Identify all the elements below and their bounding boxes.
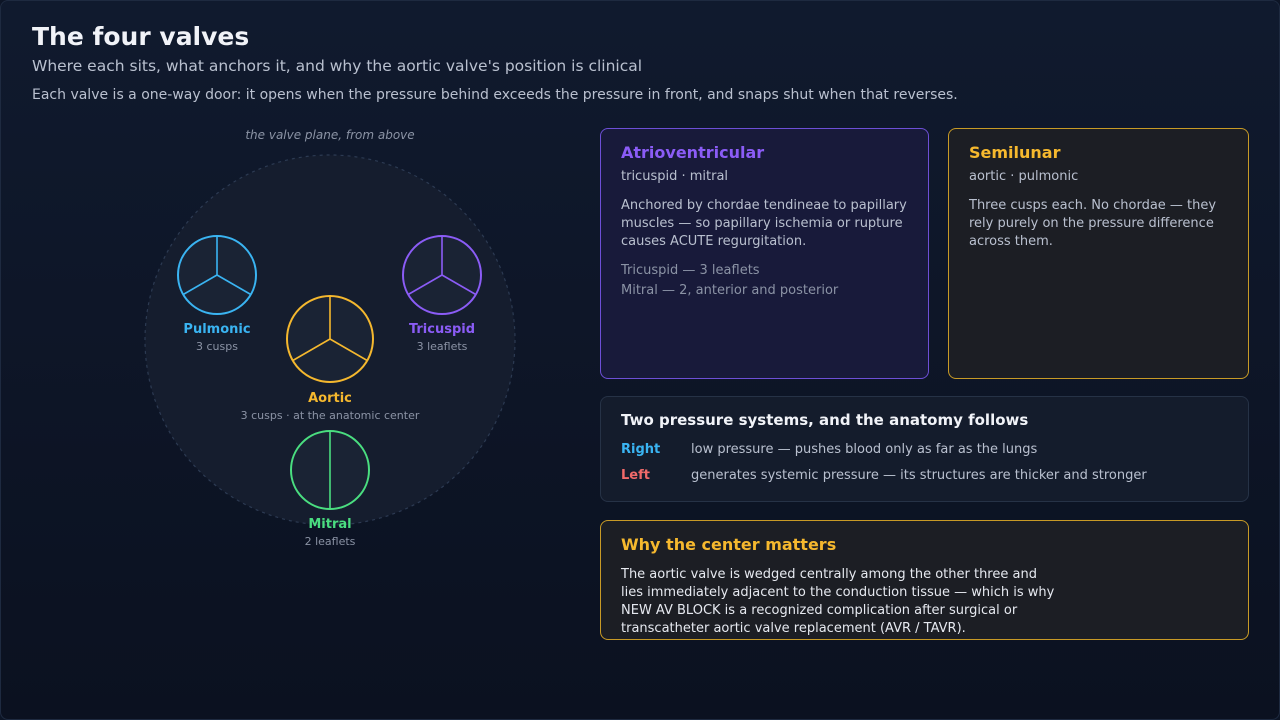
page-title: The four valves	[32, 22, 250, 51]
pulmonic-valve-icon	[178, 236, 256, 314]
valve-detail-mitral: 2 leaflets	[304, 535, 356, 548]
center-matters-body: The aortic valve is wedged centrally among the other three and lies immediately adjacent to the conduction tissue — which is why NEW AV BLOCK is a recognized complication after surgical or transcatheter aortic valve replacement (AVR / TAVR).	[621, 567, 1055, 636]
tricuspid-valve-icon	[403, 236, 481, 314]
valve-detail-pulmonic: 3 cusps	[196, 340, 238, 353]
semilunar-title: Semilunar	[969, 143, 1061, 162]
valve-detail-tricuspid: 3 leaflets	[416, 340, 468, 353]
right-side-text: low pressure — pushes blood only as far as the lungs	[691, 442, 1038, 457]
center-matters-card	[600, 520, 1249, 640]
diagram-caption: the valve plane, from above	[245, 128, 415, 142]
pressure-row-left	[621, 468, 1147, 483]
page-subtitle: Where each sits, what anchors it, and why the aortic valve's position is clinical	[32, 57, 643, 75]
left-side-text: generates systemic pressure — its structures are thicker and stronger	[691, 468, 1147, 483]
pressure-systems-title: Two pressure systems, and the anatomy follows	[621, 411, 1029, 429]
valve-label-aortic: Aortic	[308, 391, 352, 406]
atrioventricular-card	[600, 128, 929, 379]
valve-label-mitral: Mitral	[308, 517, 352, 532]
atrioventricular-members: tricuspid · mitral	[621, 169, 729, 184]
valve-label-tricuspid: Tricuspid	[408, 322, 476, 337]
semilunar-body: Three cusps each. No chordae — they rely purely on the pressure difference across them.	[969, 198, 1217, 249]
atrioventricular-title: Atrioventricular	[621, 143, 765, 162]
left-side-label: Left	[621, 468, 650, 483]
aortic-valve-icon	[287, 296, 373, 382]
valve-plane-diagram	[0, 0, 600, 600]
fact-tricuspid: Tricuspid — 3 leaflets	[621, 263, 760, 278]
semilunar-card	[948, 128, 1249, 379]
mitral-valve-icon	[291, 431, 369, 509]
semilunar-members: aortic · pulmonic	[969, 169, 1079, 184]
right-side-label: Right	[621, 442, 661, 457]
valve-detail-aortic: 3 cusps · at the anatomic center	[240, 409, 420, 422]
center-matters-title: Why the center matters	[621, 535, 837, 554]
intro-text: Each valve is a one-way door: it opens when the pressure behind exceeds the pressure in front, and snaps shut when that reverses.	[32, 87, 958, 103]
pressure-systems-card	[600, 396, 1249, 502]
fact-mitral: Mitral — 2, anterior and posterior	[621, 283, 839, 298]
pressure-row-right	[621, 442, 1037, 457]
valve-label-pulmonic: Pulmonic	[183, 322, 251, 337]
atrioventricular-body: Anchored by chordae tendineae to papillary muscles — so papillary ischemia or rupture causes ACUTE regurgitation.	[621, 198, 907, 249]
